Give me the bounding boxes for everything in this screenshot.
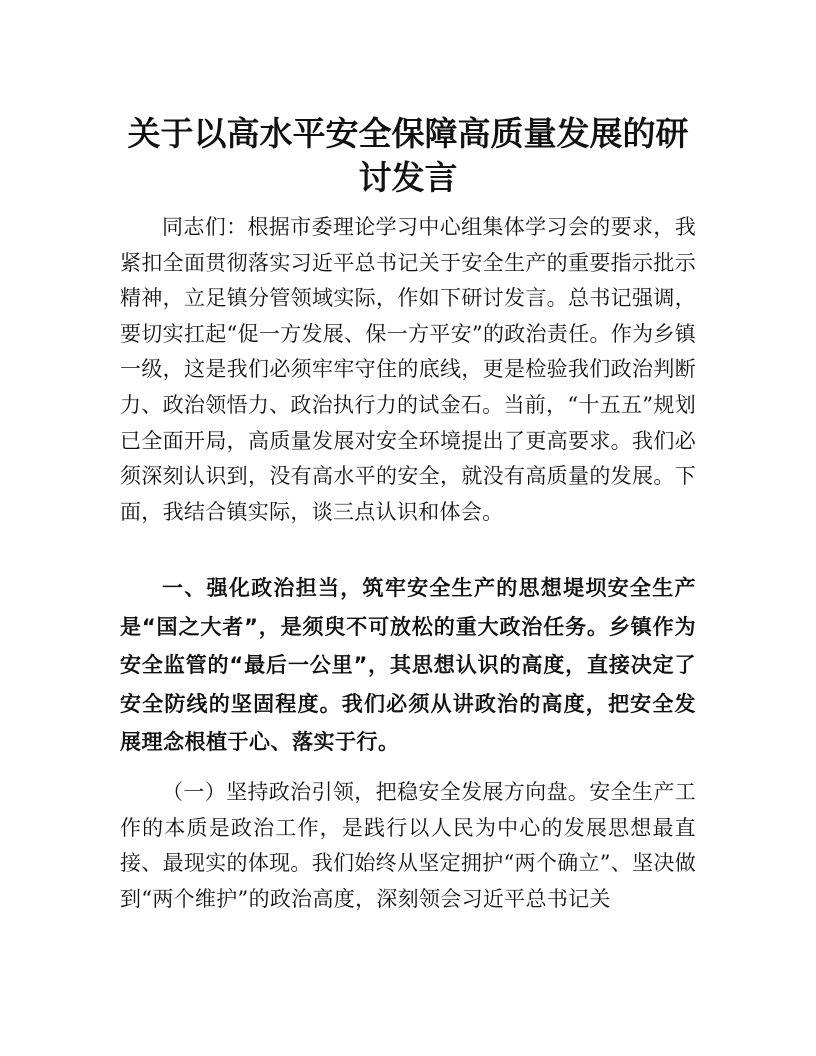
document-title: 关于以高水平安全保障高质量发展的研讨发言 <box>127 114 689 197</box>
paragraph-subsection: （一）坚持政治引领，把稳安全发展方向盘。安全生产工作的本质是政治工作，是践行以人民为中心的发展思想最直接、最现实的体现。我们始终从坚定拥护“两个确立”、坚决做到“两个维护”的政治高度，深刻领会习近平总书记关 <box>120 780 696 911</box>
paragraph-opening: 同志们：根据市委理论学习中心组集体学习会的要求，我紧扣全面贯彻落实习近平总书记关于安全生产的重要指示批示精神，立足镇分管领域实际，作如下研讨发言。总书记强调，要切实扛起“促一方发展、保一方平安”的政治责任。作为乡镇一级，这是我们必须牢牢守住的底线，更是检验我们政治判断力、政治领悟力、政治执行力的试金石。当前，“十五五”规划已全面开局，高质量发展对安全环境提出了更高要求。我们必须深刻认识到，没有高水平的安全，就没有高质量的发展。下面，我结合镇实际，谈三点认识和体会。 <box>120 215 696 524</box>
paragraph-section-heading: 一、强化政治担当，筑牢安全生产的思想堤坝安全生产是“国之大者”，是须臾不可放松的重大政治任务。乡镇作为安全监管的“最后一公里”，其思想认识的高度，直接决定了安全防线的坚固程度。我们必须从讲政治的高度，把安全发展理念根植于心、落实于行。 <box>120 576 696 754</box>
